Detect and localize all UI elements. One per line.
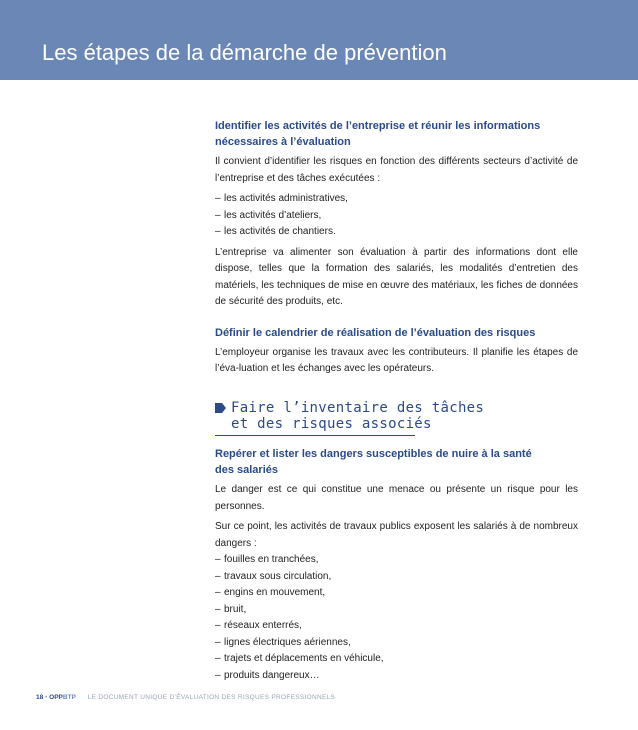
list-item: – produits dangereux…: [215, 669, 320, 681]
list-item: – les activités administratives,: [215, 193, 348, 204]
document-title: LE DOCUMENT UNIQUE D’ÉVALUATION DES RISQUES PROFESSIONNELS: [87, 694, 336, 701]
content-column: [215, 118, 578, 684]
list-item: – fouilles en tranchées,: [215, 554, 319, 565]
list-item: – lignes électriques aériennes,: [215, 636, 351, 648]
section-underline: [215, 435, 415, 437]
list-item: – les activités d’ateliers,: [215, 209, 322, 221]
paragraph: Le danger est ce qui constitue une menace ou présente un risque pour les personnes.: [215, 484, 578, 512]
page-number: 18: [36, 694, 44, 701]
arrow-marker-icon: [215, 403, 226, 413]
heading-line: Identifier les activités de l’entreprise et réunir les informations: [215, 120, 541, 132]
page-footer: [36, 694, 335, 701]
brand-logo-b: BTP: [62, 694, 76, 701]
section-heading: [215, 446, 578, 478]
section-calendrier: [215, 325, 578, 378]
paragraph: L’entreprise va alimenter son évaluation à partir des informations dont elle dispose, telles que la formation des salariés, les modalités d’entretien des matériels, les techniques de mise en œuvre des matériaux, les fiches de données de sécurité des produits, etc.: [215, 246, 578, 307]
section-title-line: et des risques associés: [231, 415, 432, 432]
section-identifier: [215, 118, 578, 311]
list-item: – engins en mouvement,: [215, 587, 326, 598]
section-dangers: [215, 446, 578, 684]
list-item: – travaux sous circulation,: [215, 570, 332, 582]
paragraph: Il convient d’identifier les risques en fonction des différents secteurs d’activité de l’entreprise et des tâches exécutées :: [215, 156, 578, 184]
paragraph: L’employeur organise les travaux avec les contributeurs. Il planifie les étapes de l’éva-luation et les échanges avec les opérateurs.: [215, 346, 578, 374]
heading-line: des salariés: [215, 464, 278, 476]
list-item: – bruit,: [215, 603, 247, 615]
section-title: [215, 400, 578, 437]
list-item: – réseaux enterrés,: [215, 620, 302, 631]
section-heading: [215, 118, 578, 150]
section-title-line: Faire l’inventaire des tâches: [231, 399, 485, 416]
section-heading: Définir le calendrier de réalisation de l’évaluation des risques: [215, 326, 536, 339]
heading-line: Repérer et lister les dangers susceptibles de nuire à la santé: [215, 448, 532, 460]
list-item: – les activités de chantiers.: [215, 226, 336, 237]
brand-logo-a: OPP: [49, 694, 63, 701]
paragraph: Sur ce point, les activités de travaux publics exposent les salariés à de nombreux dangers :: [215, 521, 578, 549]
list-item: – trajets et déplacements en véhicule,: [215, 653, 384, 664]
heading-line: nécessaires à l’évaluation: [215, 136, 351, 148]
footer-bullet: •: [45, 694, 48, 701]
header-banner: [0, 0, 638, 80]
page-title: Les étapes de la démarche de prévention: [42, 40, 447, 65]
